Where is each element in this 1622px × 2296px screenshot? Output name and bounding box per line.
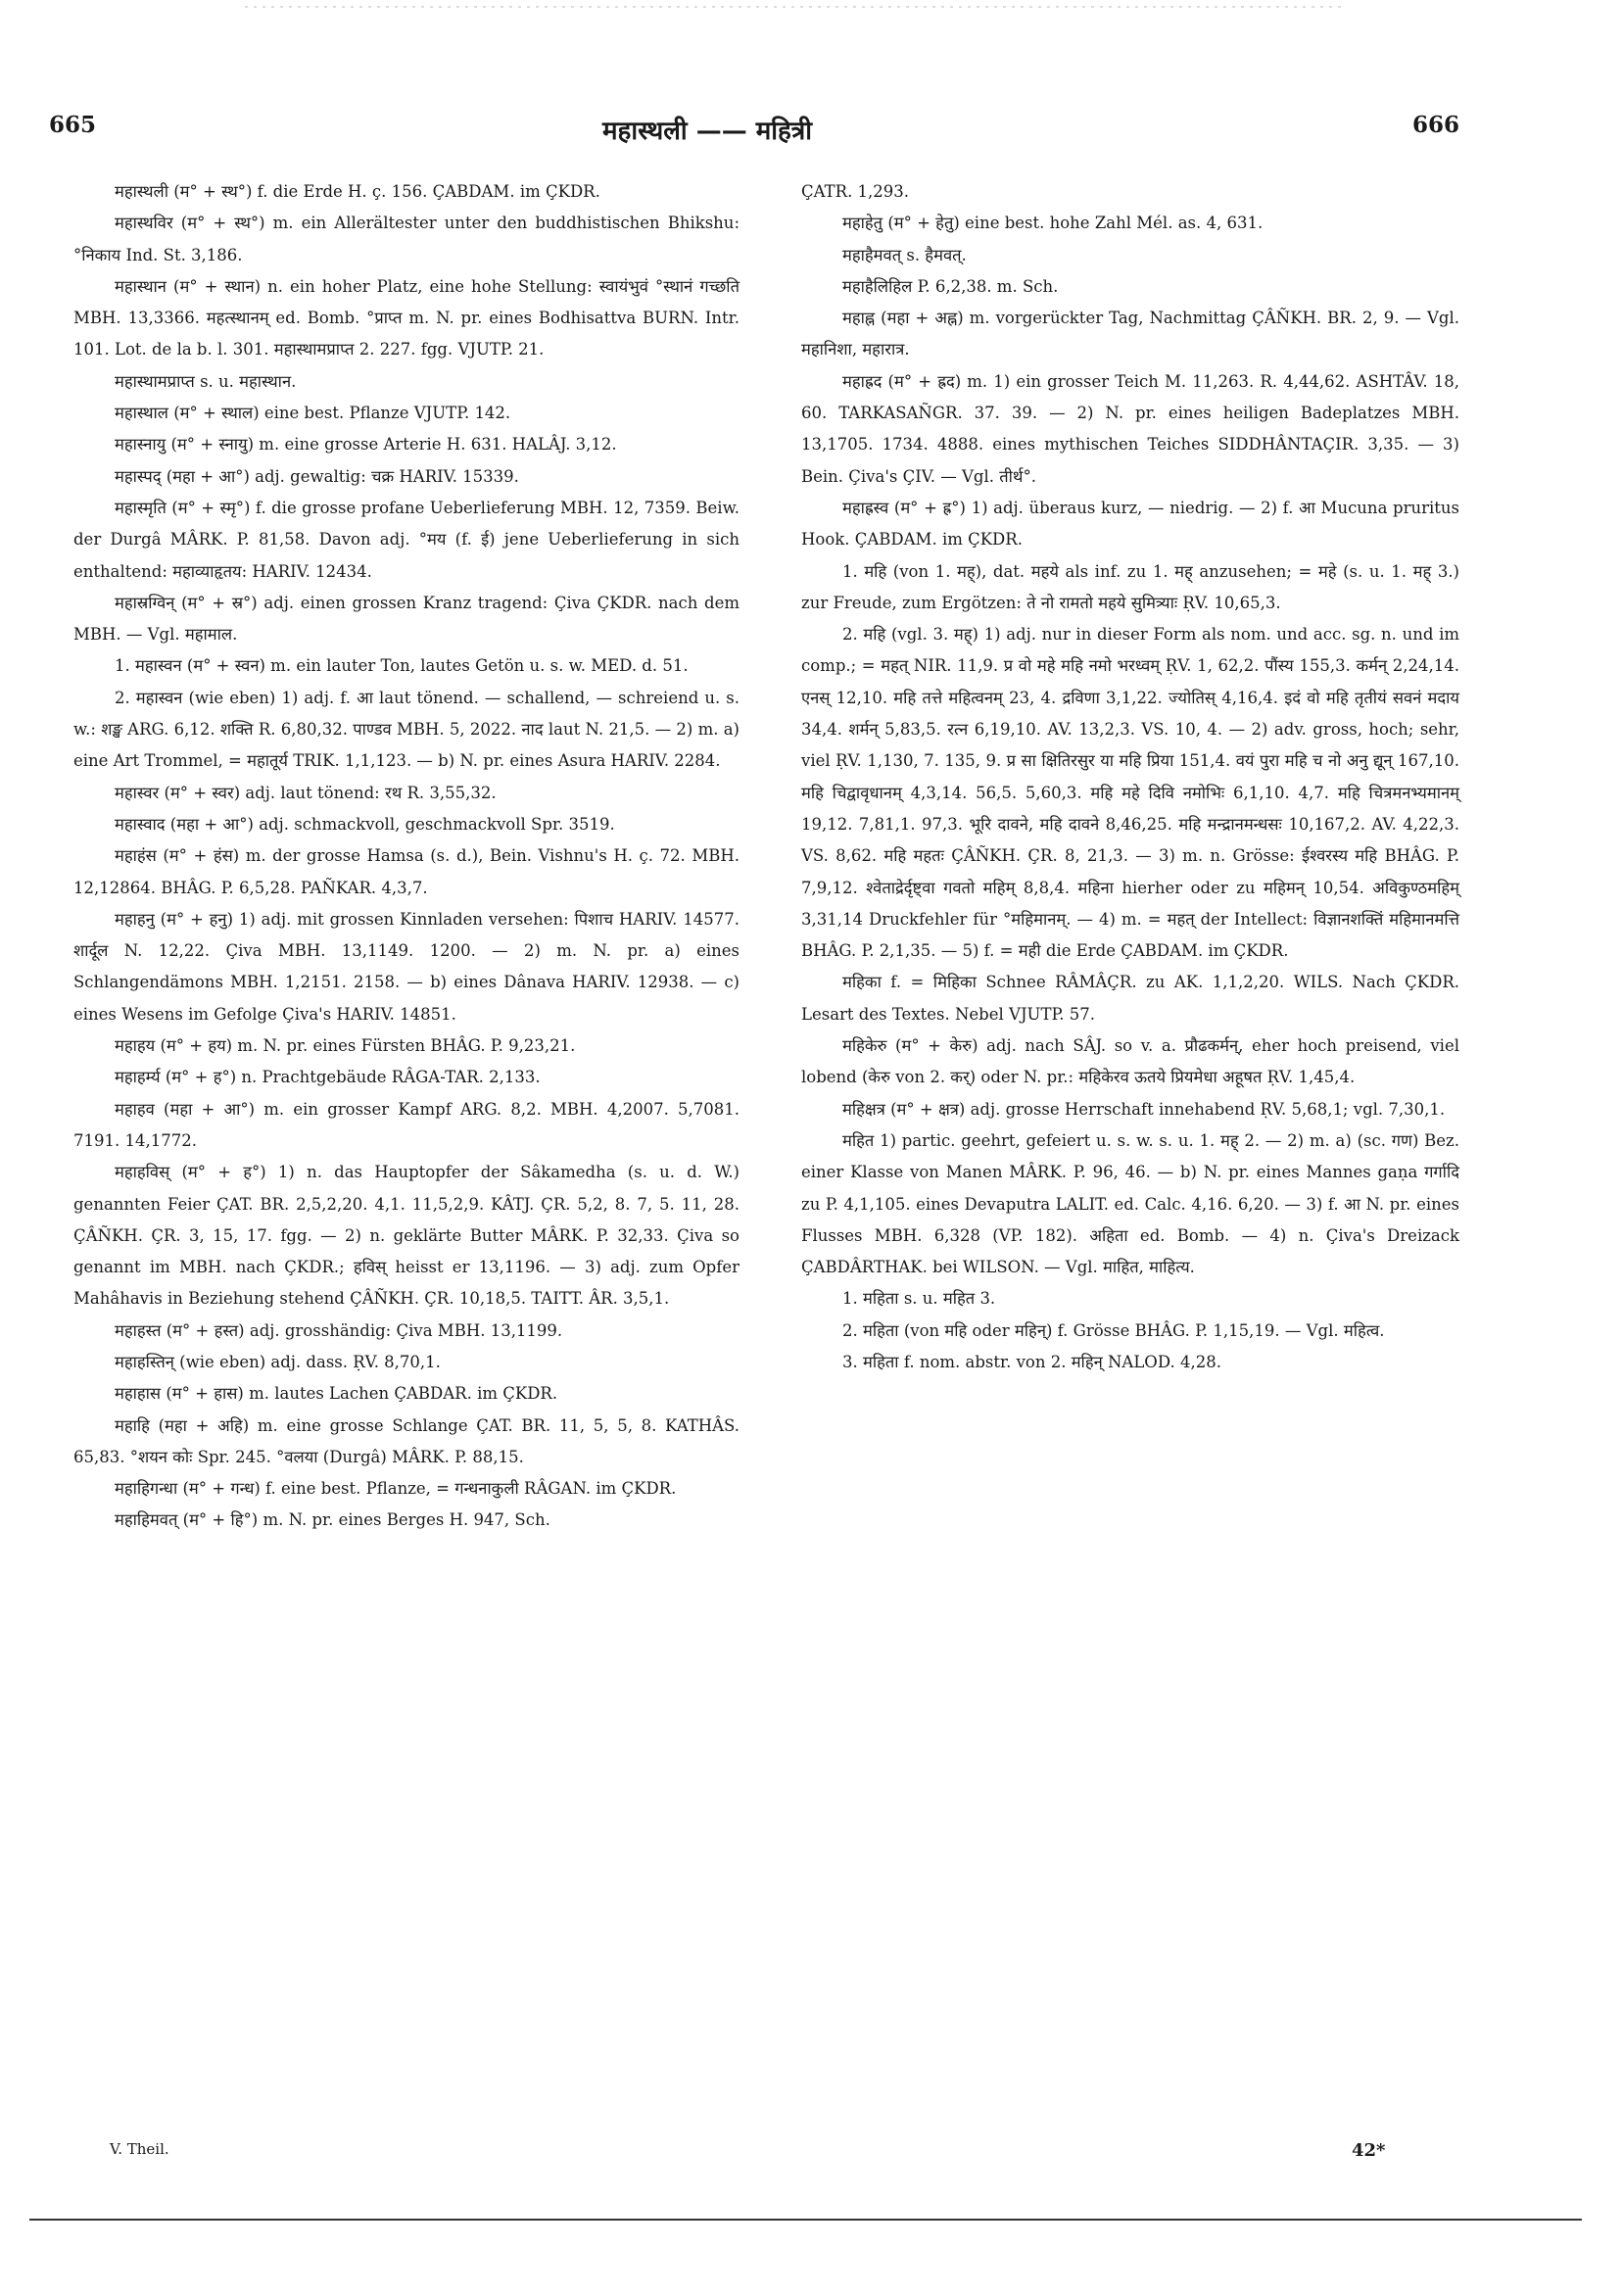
entry: 2. महास्वन (wie eben) 1) adj. f. आ laut tönend. — schallend, — schreiend u. s. w.: शङ्ख ARG. 6,12. शक्ति R. 6,80,32. पाण्डव MBH. 5, 2022. नाद laut N. 21,5. — 2) m. a) eine Art Trommel, = महातूर्य TRIK. 1,1,123. — b) N. pr. eines Asura HARIV. 2284.: [73, 688, 739, 771]
entry: महास्थामप्राप्त s. u. महास्थान.: [115, 371, 297, 391]
top-edge-noise: [245, 6, 1342, 8]
entry: महाह्रस्व (म° + ह्र°) 1) adj. überaus kurz, — niedrig. — 2) f. आ Mucuna pruritus Hook. ÇABDAM. im ÇKDR.: [801, 498, 1459, 550]
entry: महास्थविर (म° + स्थ°) m. ein Allerältester unter den buddhistischen Bhikshu: °निकाय Ind. St. 3,186.: [73, 214, 739, 264]
entry: महाहंस (म° + हंस) m. der grosse Hamsa (s. d.), Bein. Vishnu's H. ç. 72. MBH. 12,12864. BHÂG. P. 6,5,28. PAÑKAR. 4,3,7.: [73, 846, 739, 897]
entry: महाहैमवत् s. हैमवत्.: [842, 245, 967, 264]
entry: महास्नायु (म° + स्नायु) m. eine grosse Arterie H. 631. HALÂJ. 3,12.: [115, 435, 617, 454]
entry: 1. महास्वन (म° + स्वन) m. ein lauter Ton, lautes Getön u. s. w. MED. d. 51.: [115, 656, 689, 676]
volume-note: V. Theil.: [110, 2140, 169, 2158]
page-number-right: 666: [1411, 112, 1459, 138]
entry: महास्वाद (महा + आ°) adj. schmackvoll, geschmackvoll Spr. 3519.: [115, 814, 615, 834]
left-column: [73, 176, 739, 1537]
entry: महाहविस् (म° + ह°) 1) n. das Hauptopfer der Sâkamedha (s. u. d. W.) genannten Feier ÇAT. BR. 2,5,2,20. 4,1. 11,5,2,9. KÂTJ. ÇR. 5,2, 8. 7, 5. 11, 28. ÇÂÑKH. ÇR. 3, 15, 17. fgg. — 2) n. geklärte Butter MÂRK. P. 32,33. Çiva so genannt im MBH. nach ÇKDR.; हविस् heisst er 13,1196. — 3) adj. zum Opfer Mahâhavis in Beziehung stehend ÇÂÑKH. ÇR. 10,18,5. TAITT. ÂR. 3,5,1.: [73, 1163, 739, 1309]
entry: महाह्रद (म° + ह्रद) m. 1) ein grosser Teich M. 11,263. R. 4,44,62. ASHTÂV. 18, 60. TARKASAÑGR. 37. 39. — 2) N. pr. eines heiligen Badeplatzes MBH. 13,1705. 1734. 4888. eines mythischen Teiches SIDDHÂNTAÇIR. 3,35. — 3) Bein. Çiva's ÇIV. — Vgl. तीर्थ°.: [801, 371, 1459, 486]
entry: महाहिमवत् (म° + हि°) m. N. pr. eines Berges H. 947, Sch.: [115, 1510, 550, 1530]
entry: महास्थली (म° + स्थ°) f. die Erde H. ç. 156. ÇABDAM. im ÇKDR.: [115, 182, 600, 201]
entry: महास्मृति (म° + स्मृ°) f. die grosse profane Ueberlieferung MBH. 12, 7359. Beiw. der Durgâ MÂRK. P. 81,58. Davon adj. °मय (f. ई) jene Ueberlieferung in sich enthaltend: महाव्याहृतय: HARIV. 12434.: [73, 498, 739, 581]
entry: महिक्षत्र (म° + क्षत्र) adj. grosse Herrschaft innehabend ṚV. 5,68,1; vgl. 7,30,1.: [842, 1099, 1446, 1119]
entry: महाहनु (म° + हनु) 1) adj. mit grossen Kinnladen versehen: पिशाच HARIV. 14577. शार्दूल N. 12,22. Çiva MBH. 13,1149. 1200. — 2) m. N. pr. a) eines Schlangendämons MBH. 1,2151. 2158. — b) eines Dânava HARIV. 12938. — c) eines Wesens im Gefolge Çiva's HARIV. 14851.: [73, 909, 739, 1024]
bottom-rule: [29, 2219, 1582, 2221]
entry: महास्रग्विन् (म° + स्र°) adj. einen grossen Kranz tragend: Çiva ÇKDR. nach dem MBH. — Vgl. महामाल.: [73, 593, 739, 645]
entry: महाहैलिहिल P. 6,2,38. m. Sch.: [842, 276, 1059, 296]
entry: महास्थाल (म° + स्थाल) eine best. Pflanze VJUTP. 142.: [115, 404, 511, 423]
entry: 1. महिता s. u. महित 3.: [842, 1289, 996, 1309]
entry: महास्पद् (महा + आ°) adj. gewaltig: चक्र HARIV. 15339.: [115, 466, 519, 486]
entry: 3. महिता f. nom. abstr. von 2. महिन् NALOD. 4,28.: [842, 1352, 1221, 1371]
entry: महास्वर (म° + स्वर) adj. laut tönend: रथ R. 3,55,32.: [115, 783, 497, 802]
entry: महिका f. = मिहिका Schnee RÂMÂÇR. zu AK. 1,1,2,20. WILS. Nach ÇKDR. Lesart des Textes. Nebel VJUTP. 57.: [801, 973, 1459, 1024]
entry: 2. महिता (von महि oder महिन्) f. Grösse BHÂG. P. 1,15,19. — Vgl. महित्व.: [842, 1320, 1385, 1340]
entry: महाह्न (महा + अह्न) m. vorgerückter Tag, Nachmittag ÇÂÑKH. BR. 2, 9. — Vgl. महानिशा, महारात्र.: [801, 309, 1459, 359]
running-title: महास्थली —— महित्री: [602, 117, 812, 146]
entry: महित 1) partic. geehrt, gefeiert u. s. w. s. u. 1. मह् 2. — 2) m. a) (sc. गण) Bez. einer Klasse von Manen MÂRK. P. 96, 46. — b) N. pr. eines Mannes gaṇa गर्गादि zu P. 4,1,105. eines Devaputra LALIT. ed. Calc. 4,16. 6,20. — 3) f. आ N. pr. eines Flusses MBH. 6,328 (VP. 182). अहिता ed. Bomb. — 4) n. Çiva's Dreizack ÇABDÂRTHAK. bei WILSON. — Vgl. माहित, माहित्य.: [801, 1130, 1459, 1277]
page-header: [49, 112, 1459, 161]
entry: महाहेतु (म° + हेतु) eine best. hohe Zahl Mél. as. 4, 631.: [842, 214, 1264, 233]
entry: महाहर्म्य (म° + ह°) n. Prachtgebäude RÂGA-TAR. 2,133.: [115, 1068, 541, 1087]
entry: महाहिगन्धा (म° + गन्ध) f. eine best. Pflanze, = गन्धनाकुली RÂGAN. im ÇKDR.: [115, 1479, 677, 1499]
entry: 2. महि (vgl. 3. मह्) 1) adj. nur in dieser Form als nom. und acc. sg. n. und im comp.; = महत् NIR. 11,9. प्र वो महे महि नमो भरध्वम् ṚV. 1, 62,2. पौंस्य 155,3. कर्मन् 2,24,14. एनस् 12,10. महि तत्ते महित्वनम् 23, 4. द्रविणा 3,1,22. ज्योतिस् 4,16,4. इदं वो महि तृतीयं सवनं मदाय 34,4. शर्मन् 5,83,5. रत्न 6,19,10. AV. 13,2,3. VS. 10, 4. — 2) adv. gross, hoch; sehr, viel ṚV. 1,130, 7. 135, 9. प्र सा क्षितिरसुर या महि प्रिया 151,4. वयं पुरा महि च नो अनु द्यून् 167,10. महि चिद्वावृधानम् 4,3,14. 56,5. 5,60,3. महि महे दिवि नमोभिः 6,1,10. 4,7. महि चित्रमनभ्यमानम् 19,12. 7,81,1. 97,3. भूरि दावने, महि दावने 8,46,25. महि मन्द्रानमन्धसः 10,167,2. AV. 4,22,3. VS. 8,62. महि महतः ÇÂÑKH. ÇR. 8, 21,3. — 3) m. n. Grösse: ईश्वरस्य महि BHÂG. P. 7,9,12. श्वेताद्रेर्दृष्ट्वा गवतो महिम् 8,8,4. महिना hierher oder zu महिमन् 10,54. अविकुण्ठमहिम् 3,31,14 Druckfehler für °महिमानम्. — 4) m. = महत् der Intellect: विज्ञानशक्तिं महिमानमत्ति BHÂG. P. 2,1,35. — 5) f. = मही die Erde ÇABDAM. im ÇKDR.: [801, 625, 1459, 961]
entry: महाहव (महा + आ°) m. ein grosser Kampf ARG. 8,2. MBH. 4,2007. 5,7081. 7191. 14,1772.: [73, 1099, 739, 1150]
entry: महाहस्त (म° + हस्त) adj. grosshändig: Çiva MBH. 13,1199.: [115, 1320, 563, 1340]
entry-continuation: ÇATR. 1,293.: [801, 182, 910, 201]
signature-mark: 42*: [1352, 2140, 1386, 2161]
entry: महिकेरु (म° + केरु) adj. nach SÂJ. so v. a. प्रौढकर्मन्, eher hoch preisend, viel lobend (केरु von 2. कर्) oder N. pr.: महिकेरव ऊतये प्रियमेधा अहूषत ṚV. 1,45,4.: [801, 1036, 1459, 1087]
entry: महाहस्तिन् (wie eben) adj. dass. ṚV. 8,70,1.: [115, 1352, 441, 1371]
entry: महास्थान (म° + स्थान) n. ein hoher Platz, eine hohe Stellung: स्वायंभुवं °स्थानं गच्छति MBH. 13,3366. महत्स्थानम् ed. Bomb. °प्राप्त m. N. pr. eines Bodhisattva BURN. Intr. 101. Lot. de la b. l. 301. महास्थामप्राप्त 2. 227. fgg. VJUTP. 21.: [73, 276, 739, 359]
page-number-left: 665: [49, 112, 97, 138]
entry: महाहय (म° + हय) m. N. pr. eines Fürsten BHÂG. P. 9,23,21.: [115, 1036, 576, 1056]
entry: महाहि (महा + अहि) m. eine grosse Schlange ÇAT. BR. 11, 5, 5, 8. KATHÂS. 65,83. °शयन कोः Spr. 245. °वलया (Durgâ) MÂRK. P. 88,15.: [73, 1415, 739, 1466]
right-column: [801, 176, 1459, 1378]
entry: 1. महि (von 1. मह्), dat. महये als inf. zu 1. मह् anzusehen; = महे (s. u. 1. मह् 3.) zur Freude, zum Ergötzen: ते नो रामतो महये सुमित्र्याः ṚV. 10,65,3.: [801, 561, 1459, 612]
entry: महाहास (म° + हास) m. lautes Lachen ÇABDAR. im ÇKDR.: [115, 1384, 558, 1404]
